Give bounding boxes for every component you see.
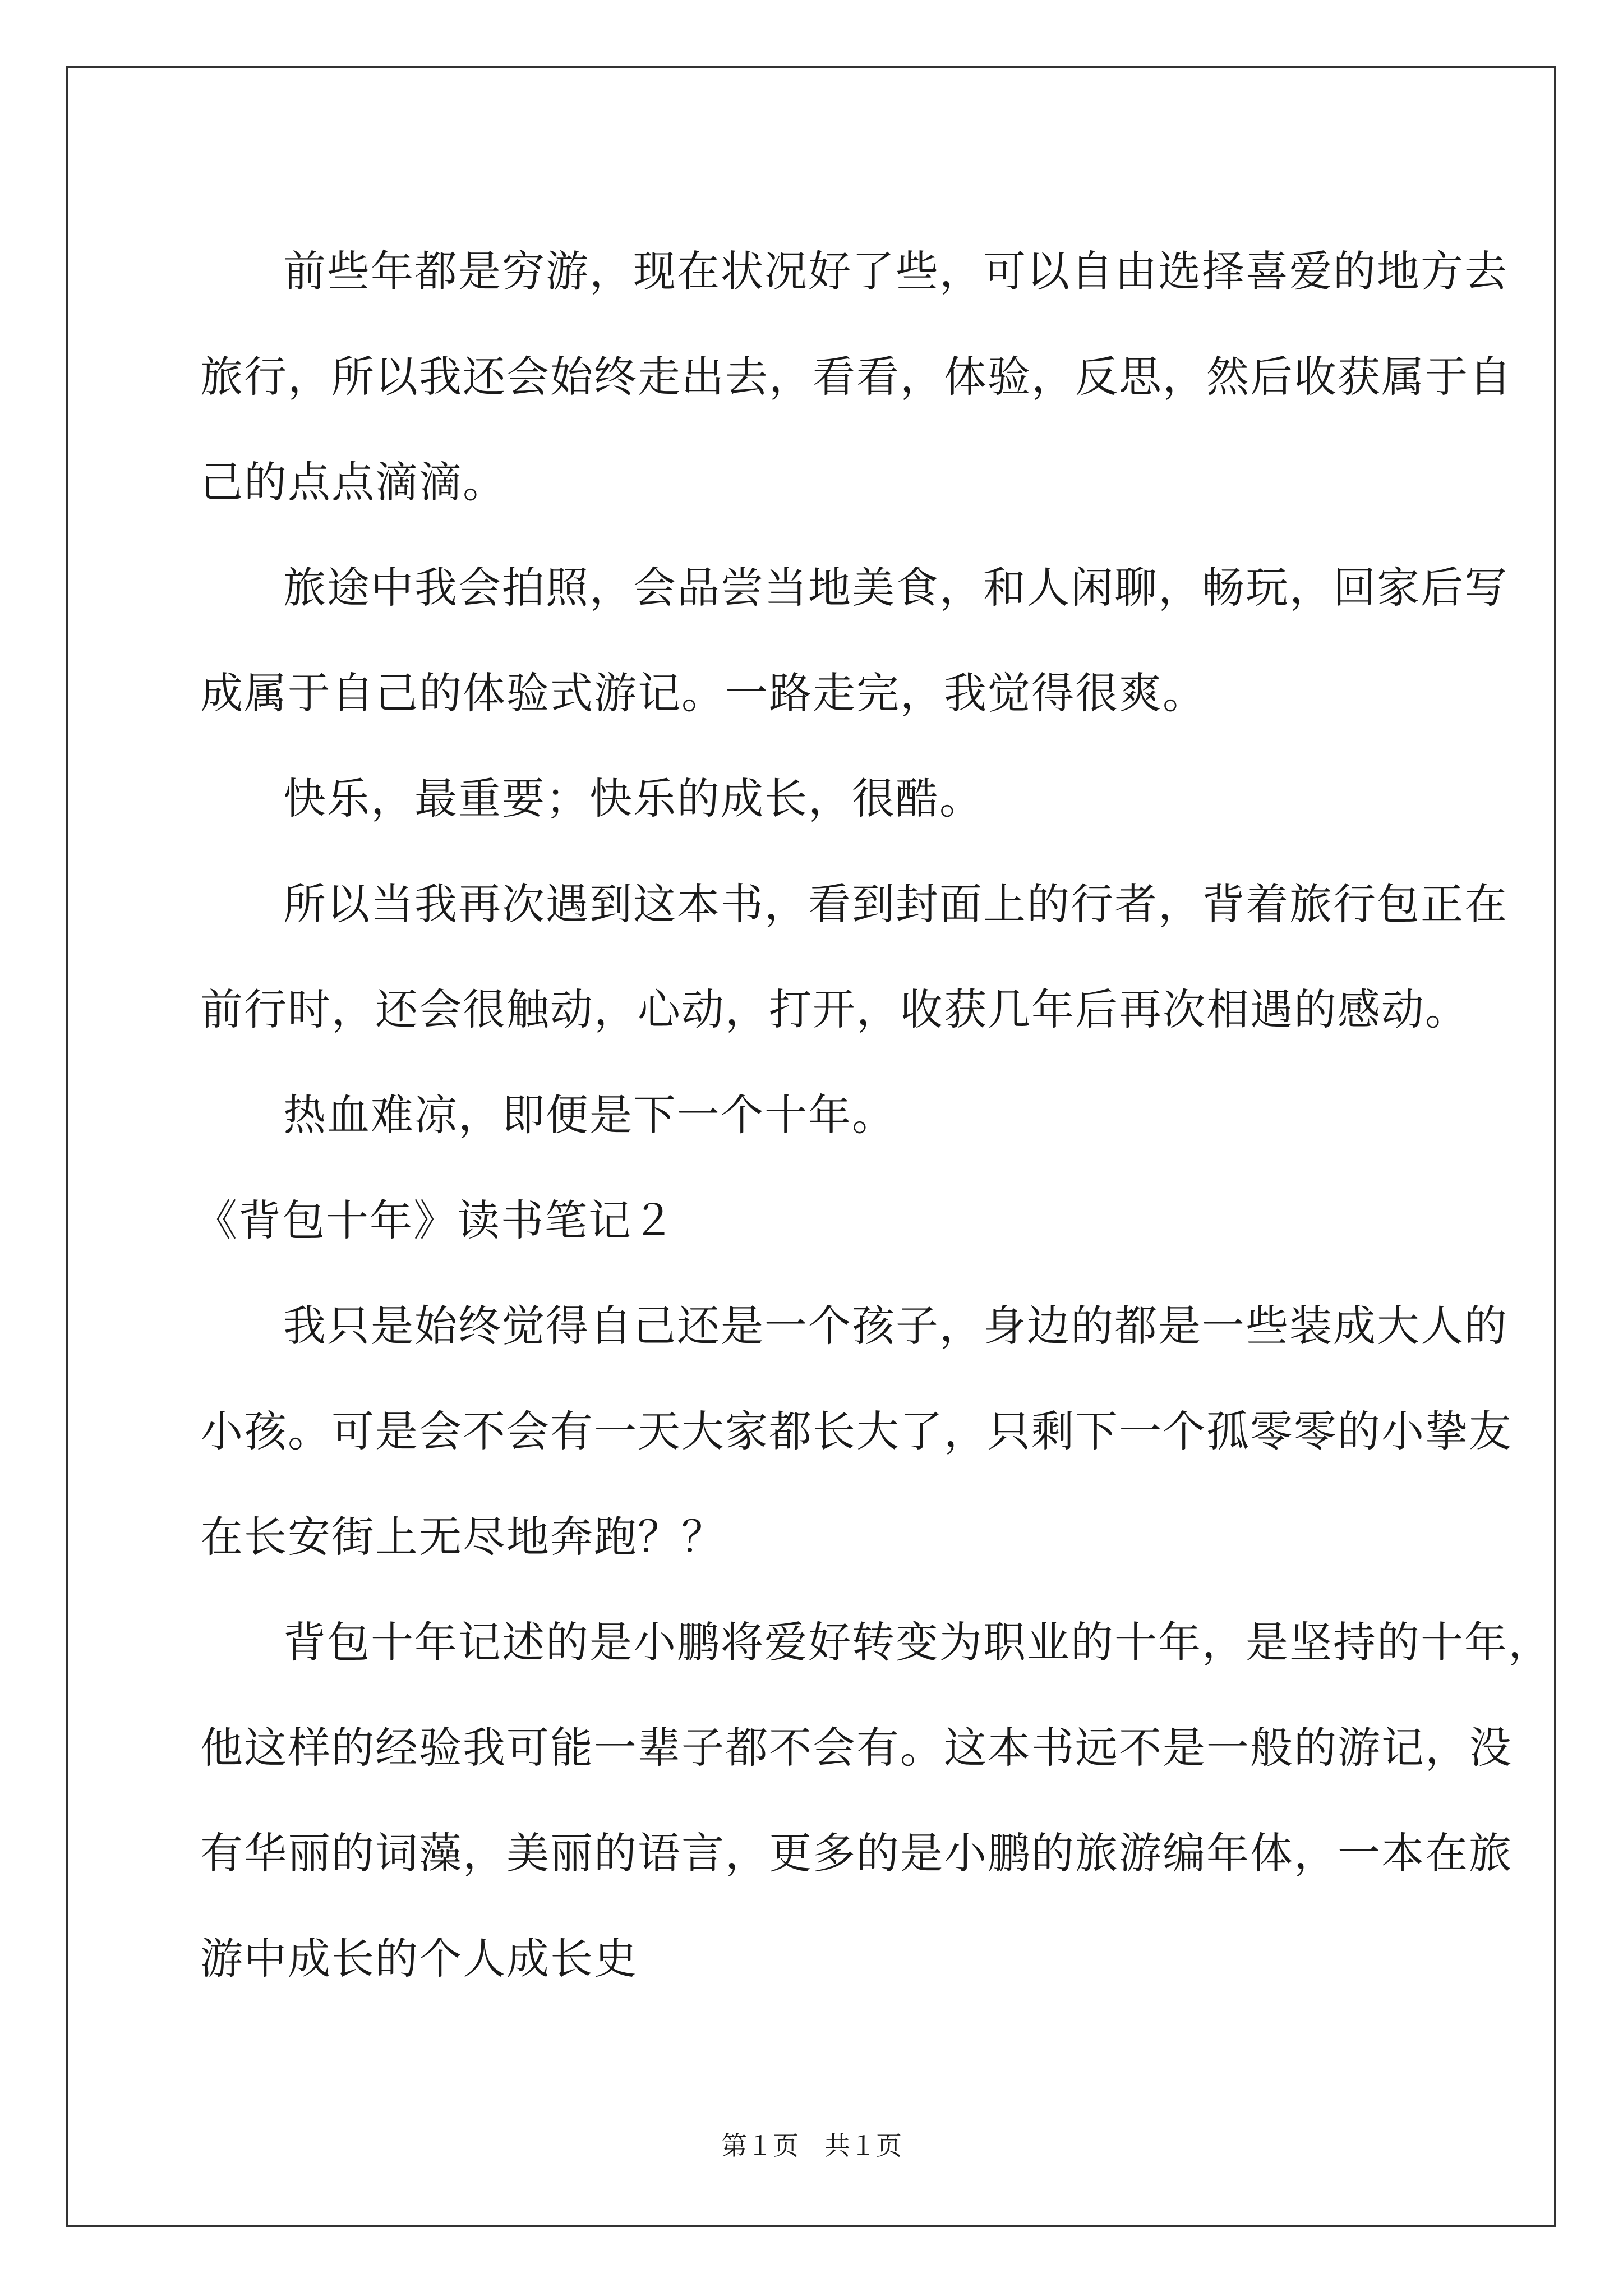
paragraph-line: 背包十年记述的是小鹏将爱好转变为职业的十年，是坚持的十年， [283,1617,1552,1667]
paragraph-line: 有华丽的词藻，美丽的语言，更多的是小鹏的旅游编年体，一本在旅 [200,1828,1513,1878]
paragraph-line: 前行时，还会很触动，心动，打开，收获几年后再次相遇的感动。 [200,984,1469,1034]
paragraph-line: 快乐，最重要；快乐的成长，很酷。 [283,774,983,823]
paragraph-line: 所以当我再次遇到这本书，看到封面上的行者，背着旅行包正在 [283,879,1508,929]
paragraph-line: 我只是始终觉得自己还是一个孩子，身边的都是一些装成大人的 [283,1301,1508,1351]
document-body [195,219,1552,2012]
paragraph-line: 在长安街上无尽地奔跑？？ [200,1512,725,1562]
paragraph-line: 游中成长的个人成长史 [200,1934,638,1984]
section-heading: 《背包十年》读书笔记２ [195,1195,676,1245]
paragraph-line: 小孩。可是会不会有一天大家都长大了，只剩下一个孤零零的小挚友 [200,1406,1513,1456]
paragraph-line: 旅行，所以我还会始终走出去，看看，体验，反思，然后收获属于自 [200,352,1513,402]
paragraph-line: 前些年都是穷游，现在状况好了些，可以自由选择喜爱的地方去 [283,246,1508,296]
paragraph-line: 己的点点滴滴。 [200,457,506,507]
paragraph-line: 热血难凉，即便是下一个十年。 [283,1090,896,1140]
page-footer: 第１页 共１页 [721,2131,902,2161]
paragraph-line: 成属于自己的体验式游记。一路走完，我觉得很爽。 [200,668,1206,718]
paragraph-line: 旅途中我会拍照，会品尝当地美食，和人闲聊，畅玩，回家后写 [283,563,1508,613]
paragraph-line: 他这样的经验我可能一辈子都不会有。这本书远不是一般的游记，没 [200,1723,1513,1773]
